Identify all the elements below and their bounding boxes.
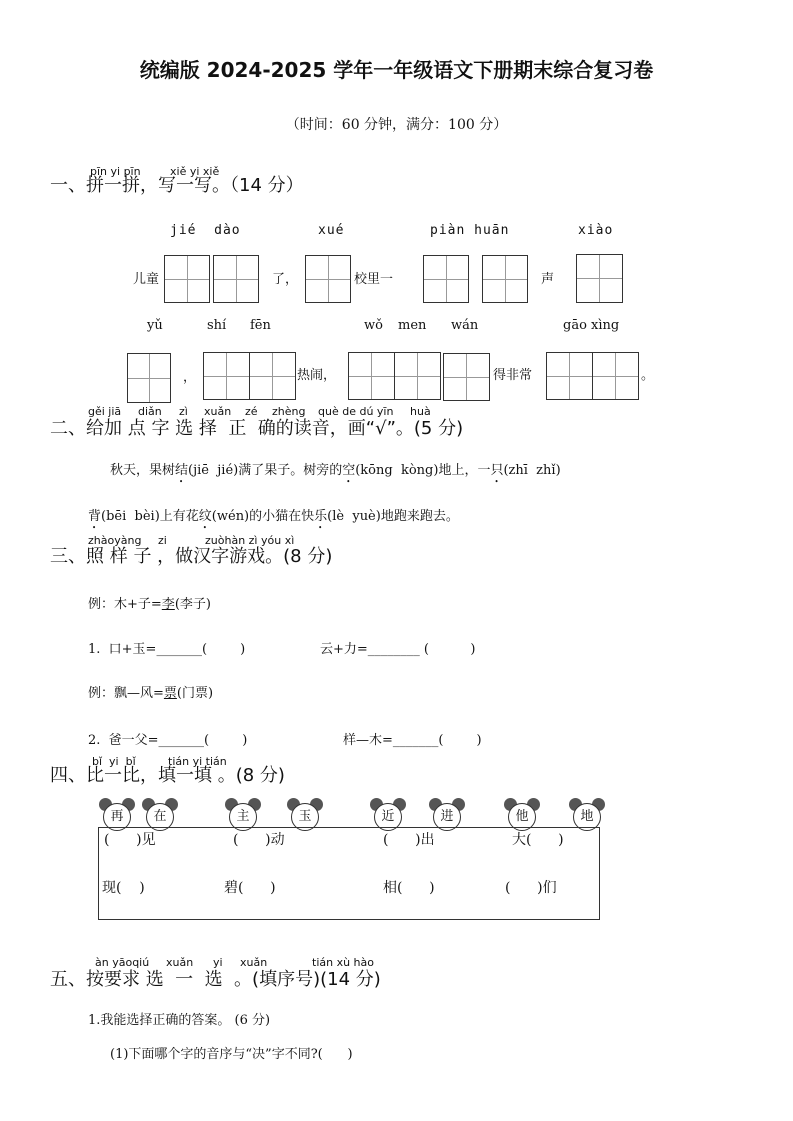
fill-blank[interactable]: 相( ) bbox=[383, 880, 435, 896]
question-1a[interactable]: 1. 口+玉=_______( ) bbox=[88, 642, 246, 657]
pinyin-prompt: wán bbox=[451, 318, 479, 333]
sentence-text: 热闹， bbox=[297, 368, 337, 383]
question-1b[interactable]: 云+力=________ ( ) bbox=[320, 642, 476, 657]
sentence-text: 了， bbox=[272, 272, 299, 287]
fill-blank[interactable]: ( )出 bbox=[383, 832, 435, 848]
pinyin-prompt: jié dào bbox=[170, 223, 241, 238]
heading-pinyin: huà bbox=[410, 405, 431, 418]
heading-pinyin: xuǎn bbox=[240, 956, 268, 969]
reading-passage-line: 秋天，果树结(jiē jié)满了果子。树旁的空(kōng kòng)地上，一只(zhī zhǐ) bbox=[110, 463, 561, 478]
heading-pinyin: zì bbox=[179, 405, 188, 418]
panda-character-card: 再 bbox=[99, 798, 135, 828]
question-text: 1.我能选择正确的答案。 (6 分) bbox=[88, 1013, 271, 1028]
pinyin-prompt: shí bbox=[207, 318, 227, 333]
heading-pinyin: diǎn bbox=[138, 405, 162, 418]
writing-box[interactable] bbox=[305, 255, 351, 303]
pinyin-prompt: wǒ bbox=[364, 318, 383, 333]
sentence-text: 声 bbox=[541, 272, 555, 287]
heading-pinyin: tián xù hào bbox=[312, 956, 374, 969]
fill-blank[interactable]: 现( ) bbox=[102, 880, 145, 896]
sentence-text: 。 bbox=[641, 368, 655, 383]
writing-box-double[interactable] bbox=[546, 352, 639, 400]
heading-pinyin: xiě yi xiě bbox=[170, 165, 220, 178]
section-5-heading: 五、按要求 选 一 选 。(填序号)(14 分) bbox=[50, 969, 381, 990]
heading-pinyin: zi bbox=[158, 534, 167, 547]
pinyin-prompt: fēn bbox=[250, 318, 271, 333]
exam-info: （时间：60 分钟，满分：100 分） bbox=[285, 117, 508, 133]
pinyin-prompt: yǔ bbox=[147, 318, 163, 333]
heading-pinyin: bǐ yi bǐ bbox=[92, 755, 136, 768]
fill-blank[interactable]: 大( ) bbox=[512, 832, 564, 848]
writing-box-double[interactable] bbox=[203, 352, 296, 400]
heading-pinyin: àn yāoqiú bbox=[95, 956, 150, 969]
fill-blank[interactable]: ( )动 bbox=[233, 832, 285, 848]
heading-pinyin: zhèng bbox=[272, 405, 306, 418]
heading-pinyin: tián yi tián bbox=[168, 755, 227, 768]
page-title: 统编版 2024-2025 学年一年级语文下册期末综合复习卷 bbox=[139, 58, 654, 82]
writing-box[interactable] bbox=[213, 255, 259, 303]
pinyin-prompt: xué bbox=[318, 223, 345, 238]
question-2b[interactable]: 样—木=_______( ) bbox=[343, 733, 482, 748]
heading-pinyin: xuǎn bbox=[166, 956, 194, 969]
panda-character-card: 在 bbox=[142, 798, 178, 828]
panda-character-card: 他 bbox=[504, 798, 540, 828]
fill-blank[interactable]: ( )们 bbox=[505, 880, 557, 896]
writing-box[interactable] bbox=[482, 255, 528, 303]
question-2a[interactable]: 2. 爸一父=_______( ) bbox=[88, 733, 248, 748]
writing-box-double[interactable] bbox=[348, 352, 441, 400]
example-1: 例：木+子=李(李子) bbox=[88, 597, 211, 612]
heading-pinyin: yi bbox=[213, 956, 223, 969]
pinyin-prompt: gāo xìng bbox=[563, 318, 620, 333]
panda-character-card: 玉 bbox=[287, 798, 323, 828]
section-4-heading: 四、比一比，填一填 。(8 分) bbox=[50, 765, 285, 786]
heading-pinyin: zhàoyàng bbox=[88, 534, 142, 547]
sentence-text: 得非常 bbox=[493, 368, 533, 383]
heading-pinyin: zuòhàn zì yóu xì bbox=[205, 534, 295, 547]
heading-pinyin: què de dú yīn bbox=[318, 405, 394, 418]
pinyin-prompt: men bbox=[398, 318, 427, 333]
writing-box[interactable] bbox=[443, 353, 490, 401]
writing-box[interactable] bbox=[423, 255, 469, 303]
pinyin-prompt: xiào bbox=[578, 223, 614, 238]
heading-pinyin: xuǎn bbox=[204, 405, 232, 418]
heading-pinyin: gěi jiā bbox=[88, 405, 122, 418]
sentence-text: 儿童 bbox=[133, 272, 160, 287]
writing-box[interactable] bbox=[576, 254, 623, 303]
reading-passage-line: 背(bēi bèi)上有花纹(wén)的小猫在快乐(lè yuè)地跑来跑去。 bbox=[88, 509, 459, 524]
heading-pinyin: pīn yi pīn bbox=[90, 165, 141, 178]
writing-box[interactable] bbox=[164, 255, 210, 303]
writing-box[interactable] bbox=[127, 353, 171, 403]
panda-character-card: 近 bbox=[370, 798, 406, 828]
fill-blank[interactable]: ( )见 bbox=[104, 832, 156, 848]
section-1-heading: 一、拼一拼，写一写。（14 分） bbox=[50, 175, 304, 196]
pinyin-prompt: piàn huān bbox=[430, 223, 510, 238]
question-text[interactable]: (1)下面哪个字的音序与“决”字不同?( ) bbox=[110, 1047, 353, 1062]
example-2: 例：飘—风=票(门票) bbox=[88, 686, 214, 701]
section-2-heading: 二、给加 点 字 选 择 正 确的读音，画“√”。(5 分) bbox=[50, 418, 464, 439]
heading-pinyin: zé bbox=[245, 405, 258, 418]
sentence-text: ， bbox=[183, 370, 197, 385]
panda-character-card: 进 bbox=[429, 798, 465, 828]
sentence-text: 校里一 bbox=[354, 272, 394, 287]
fill-blank[interactable]: 碧( ) bbox=[224, 880, 276, 896]
panda-character-card: 主 bbox=[225, 798, 261, 828]
panda-character-card: 地 bbox=[569, 798, 605, 828]
section-3-heading: 三、照 样 子 ，做汉字游戏。(8 分) bbox=[50, 546, 333, 567]
